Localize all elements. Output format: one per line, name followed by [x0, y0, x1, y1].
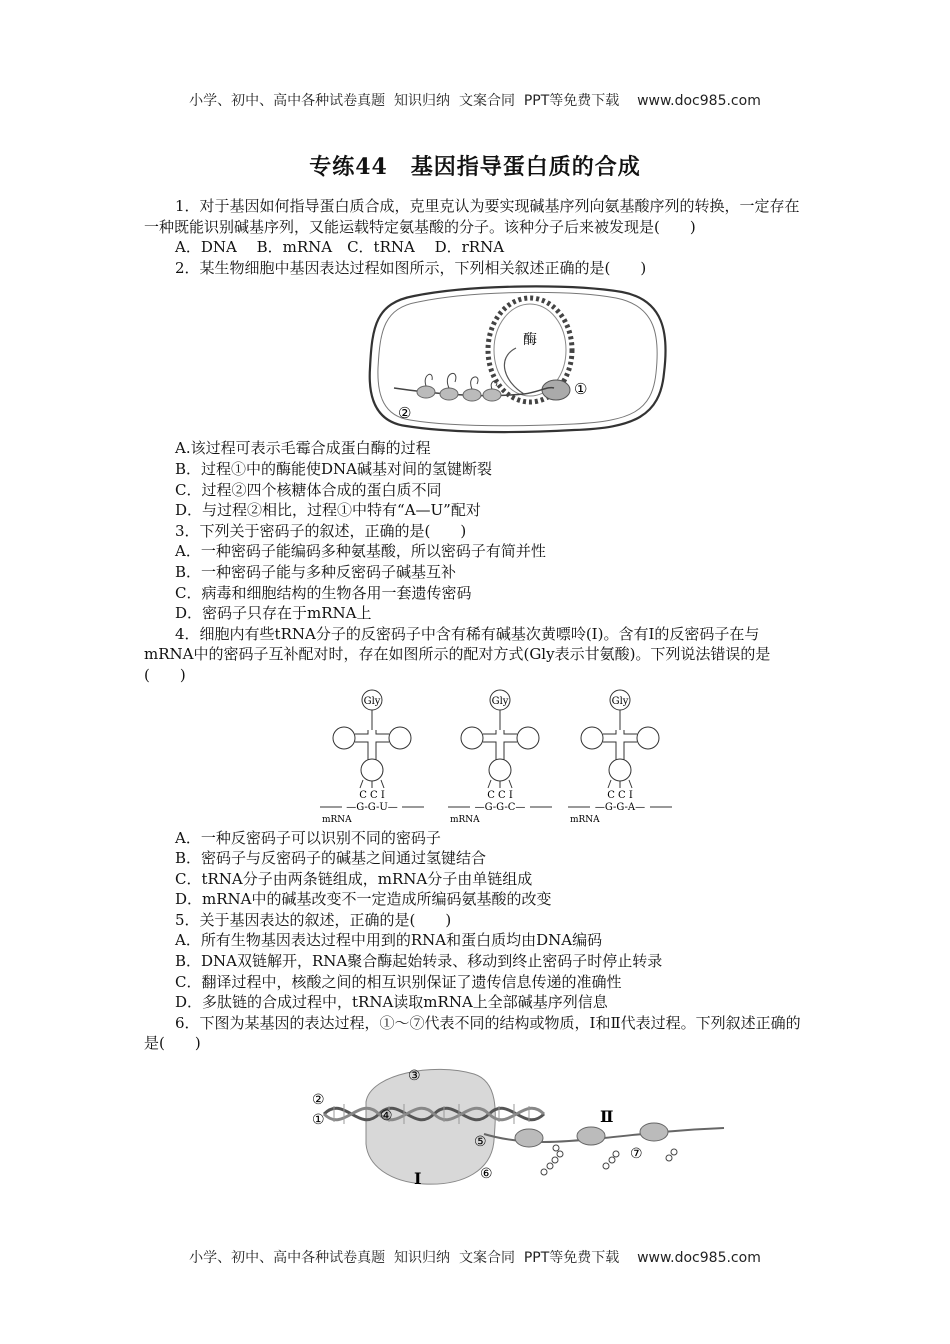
anticodon-2: C C I	[487, 789, 513, 801]
label-2: ②	[312, 1092, 325, 1109]
trna-pairing-diagram	[144, 686, 807, 828]
mrna-label-1: mRNA	[322, 814, 352, 825]
ribosome-1	[515, 1129, 543, 1147]
ribosome-a	[417, 386, 435, 398]
process2-label: ②	[398, 404, 412, 423]
q2-stem: 2．某生物细胞中基因表达过程如图所示，下列相关叙述正确的是( )	[175, 258, 647, 277]
ribosome-c	[463, 389, 481, 401]
label-6: ⑥	[480, 1166, 493, 1183]
trna-loop-left-3	[581, 727, 603, 749]
anticodon-loop-3	[609, 759, 631, 781]
gene-expression-diagram	[144, 1054, 807, 1192]
cell-expression-diagram	[144, 278, 807, 438]
q1-stem: 1．对于基因如何指导蛋白质合成，克里克认为要实现碱基序列向氨基酸序列的转换，一定存在一种既能识别碱基序列，又能运载特定氨基酸的分子。该种分子后来被发现是( )	[144, 197, 800, 236]
mrna-label-3: mRNA	[570, 814, 600, 825]
ribosome-d	[483, 389, 501, 401]
q4-option-a: A．一种反密码子可以识别不同的密码子	[175, 828, 441, 847]
q4-option-b: B．密码子与反密码子的碱基之间通过氢键结合	[175, 849, 487, 868]
codon-2: —G-G-C—	[474, 801, 526, 813]
codon-1: —G-G-U—	[346, 801, 398, 813]
ribosome-3	[640, 1123, 668, 1141]
q5-option-b: B．DNA双链解开，RNA聚合酶起始转录、移动到终止密码子时停止转录	[175, 952, 663, 971]
enzyme-label: 酶	[523, 332, 537, 349]
q3-option-a: A．一种密码子能编码多种氨基酸，所以密码子有简并性	[175, 542, 546, 561]
mrna-label-2: mRNA	[450, 814, 480, 825]
trna-loop-left-2	[461, 727, 483, 749]
label-7: ⑦	[630, 1146, 643, 1163]
ribosome-2	[577, 1127, 605, 1145]
label-5: ⑤	[474, 1134, 487, 1151]
trna-loop-left-1	[333, 727, 355, 749]
ribosome-1	[542, 380, 570, 400]
q2-option-c: C．过程②四个核糖体合成的蛋白质不同	[175, 480, 442, 499]
anticodon-3: C C I	[607, 789, 633, 801]
process-I-label: Ⅰ	[414, 1169, 422, 1189]
q5-option-a: A．所有生物基因表达过程中用到的RNA和蛋白质均由DNA编码	[175, 931, 603, 950]
q5-option-d: D．多肽链的合成过程中，tRNA读取mRNA上全部碱基序列信息	[175, 993, 608, 1012]
anticodon-loop-2	[489, 759, 511, 781]
q2-figure	[144, 278, 807, 438]
q3-option-b: B．一种密码子能与多种反密码子碱基互补	[175, 562, 457, 581]
q4-option-d: D．mRNA中的碱基改变不一定造成所编码氨基酸的改变	[175, 890, 552, 909]
question-list	[144, 196, 807, 1192]
q5-option-c: C．翻译过程中，核酸之间的相互识别保证了遗传信息传递的准确性	[175, 972, 622, 991]
cell-membrane	[370, 287, 666, 433]
anticodon-loop-1	[361, 759, 383, 781]
gly-label-2: Gly	[491, 695, 509, 707]
q4-option-c: C．tRNA分子由两条链组成，mRNA分子由单链组成	[175, 869, 533, 888]
trna-loop-right-2	[517, 727, 539, 749]
gly-label-3: Gly	[611, 695, 629, 707]
q3-stem: 3．下列关于密码子的叙述，正确的是( )	[175, 521, 467, 540]
q5-stem: 5．关于基因表达的叙述，正确的是( )	[175, 910, 452, 929]
anticodon-1: C C I	[359, 789, 385, 801]
q3-option-c: C．病毒和细胞结构的生物各用一套遗传密码	[175, 583, 472, 602]
q4-stem: 4．细胞内有些tRNA分子的反密码子中含有稀有碱基次黄嘌呤(I)。含有I的反密码子在与mRNA中的密码子互补配对时，存在如图所示的配对方式(Gly表示甘氨酸)。下列说法错误的是( )	[144, 624, 771, 684]
q2-option-b: B．过程①中的酶能使DNA碱基对间的氢键断裂	[175, 459, 493, 478]
trna-loop-right-3	[637, 727, 659, 749]
gly-label-1: Gly	[363, 695, 381, 707]
q3-option-d: D．密码子只存在于mRNA上	[175, 604, 372, 623]
ribosome-b	[440, 388, 458, 400]
codon-3: —G-G-A—	[594, 801, 646, 813]
label-4: ④	[380, 1108, 393, 1125]
page-title: 专练44 基因指导蛋白质的合成	[309, 154, 641, 180]
q2-option-a: A.该过程可表示毛霉合成蛋白酶的过程	[175, 439, 431, 458]
q2-option-d: D．与过程②相比，过程①中特有“A—U”配对	[175, 501, 481, 520]
process1-label: ①	[574, 380, 588, 399]
q6-figure	[144, 1054, 807, 1192]
page-footer: 小学、初中、高中各种试卷真题 知识归纳 文案合同 PPT等免费下载 www.doc985.com	[189, 1250, 761, 1266]
q6-stem: 6．下图为某基因的表达过程，①～⑦代表不同的结构或物质，Ⅰ和Ⅱ代表过程。下列叙述正确的是( )	[144, 1013, 801, 1053]
q1-options: A．DNA B．mRNA C．tRNA D．rRNA	[175, 238, 505, 257]
process-II-label: Ⅱ	[600, 1107, 614, 1127]
q4-figure	[144, 686, 807, 828]
page-header: 小学、初中、高中各种试卷真题 知识归纳 文案合同 PPT等免费下载 www.doc985.com	[189, 93, 761, 109]
label-3: ③	[408, 1068, 421, 1085]
trna-loop-right-1	[389, 727, 411, 749]
label-1: ①	[312, 1112, 325, 1129]
rna-polymerase	[366, 1069, 495, 1184]
